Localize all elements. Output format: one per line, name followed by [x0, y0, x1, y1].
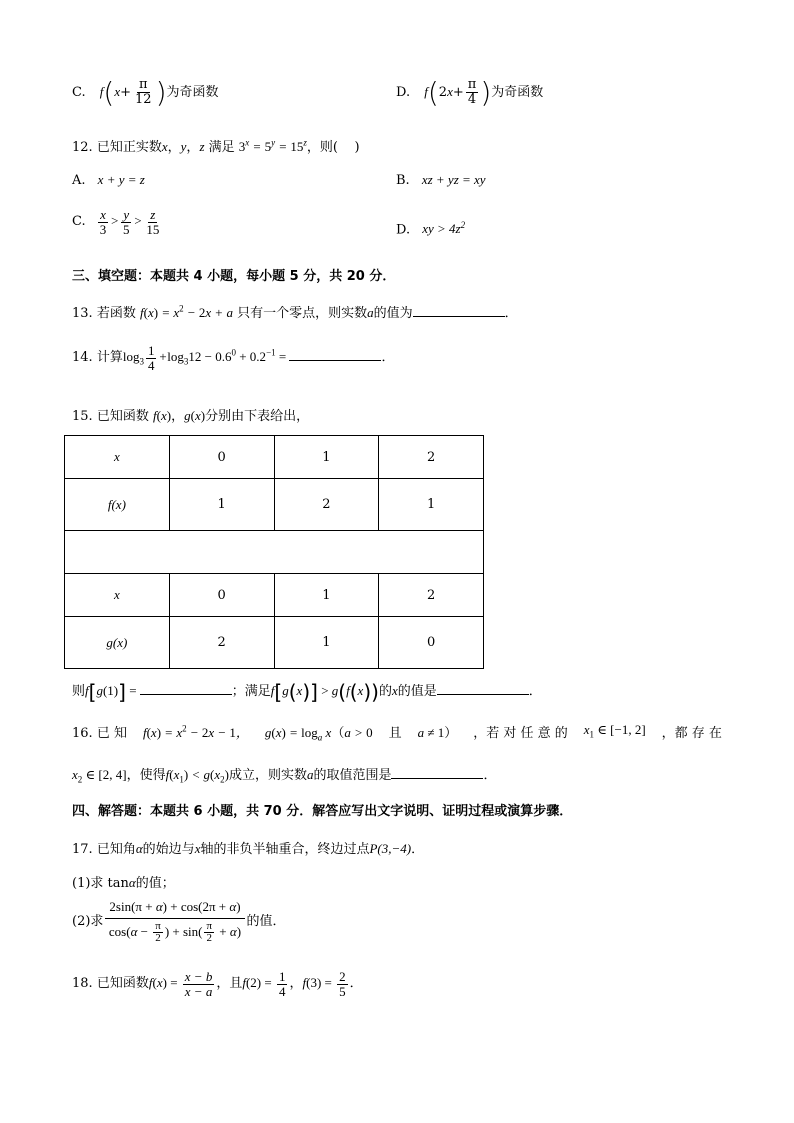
option-text: 为奇函数 — [166, 85, 219, 100]
q15-stem: 15. 已知函数 f(x)，g(x)分别由下表给出， — [72, 408, 310, 424]
table-row — [65, 617, 484, 669]
table-cell: 1 — [274, 617, 379, 669]
table-cell: 0 — [169, 436, 274, 479]
answer-blank — [391, 765, 483, 779]
answer-blank — [289, 347, 381, 361]
table-cell: 1 — [274, 436, 379, 479]
fraction: 2sin(π + α) + cos(2π + α) cos(α − $\frac{\pi}{2}$ ) + sin( $\frac{\pi}{2}$ + α) — [105, 898, 244, 945]
q14: 14. 计算$\log_3$ $\frac{1}{4}$ $+\log_312 - 0.6^0 + 0.2^{-1}$ = ． — [72, 343, 395, 373]
table-cell: 2 — [379, 436, 484, 479]
section-title: 三、填空题：本题共 4 小题，每小题 5 分，共 20 分． — [72, 269, 396, 284]
option-label: B. — [396, 173, 410, 188]
q12-option-b: B. xz + yz = xy — [396, 172, 486, 188]
table-cell: 2 — [169, 617, 274, 669]
table-cell: f(x) — [65, 479, 170, 531]
q11-option-c: C. f(x+ $\frac{\pi}{12}$ )为奇函数 — [72, 76, 219, 109]
answer-blank — [413, 303, 505, 317]
option-label: C. — [72, 85, 86, 100]
table-cell: x — [65, 574, 170, 617]
q18-stem: 18. 已知函数f(x) = $\frac{x - b}{x - a}$ ，且f(2) = $\frac{1}{4}$ ，f(3) = $\frac{2}{5}$ ． — [72, 969, 363, 999]
option-text: 为奇函数 — [491, 85, 544, 100]
answer-blank — [437, 681, 529, 695]
question-number: 17. — [72, 842, 93, 857]
table-cell: 0 — [169, 574, 274, 617]
q12-stem: 12. 已知正实数x，y，z 满足 $3^x = 5^y = 15^z$，则( ) — [72, 137, 360, 155]
q17-stem: 17. 已知角α的始边与x轴的非负半轴重合，终边过点P(3,−4)． — [72, 841, 425, 857]
option-label: A. — [72, 173, 86, 188]
fraction: $\frac{\pi}{4}$ — [467, 77, 477, 107]
option-label: D. — [396, 85, 411, 100]
table-cell: x — [65, 436, 170, 479]
table-row — [65, 574, 484, 617]
q12-option-a: A. x + y = z — [72, 172, 145, 188]
option-label: C. — [72, 214, 86, 230]
q11-option-d: D. f(2x+ $\frac{\pi}{4}$ )为奇函数 — [396, 76, 544, 109]
fraction: $\frac{\pi}{12}$ — [135, 77, 152, 107]
table-cell: 2 — [379, 574, 484, 617]
table-cell: 2 — [274, 479, 379, 531]
question-number: 14. — [72, 350, 93, 366]
q13: 13. 若函数 $f(x) = x^2 - 2x + a$ 只有一个零点，则实数a的值为 ． — [72, 303, 518, 321]
option-label: D. — [396, 222, 411, 238]
q17-part2: (2)求 2sin(π + α) + cos(2π + α) cos(α − $\frac{\pi}{2}$ ) + sin( $\frac{\pi}{2}$ + α) 的值． — [72, 899, 286, 945]
table-cell: 1 — [274, 574, 379, 617]
q16-line1: 16. 已 知 $f(x) = x^2 - 2x - 1$， $g(x) = \log_a x(a > 0$ 且 a ≠ 1） ，若 对 任 意 的 $x_1$ ∈ [−1, 2] ，都 存 在 — [72, 722, 722, 743]
table-cell: g(x) — [65, 617, 170, 669]
q12-option-c: C. $\frac{x}{3}$ > $\frac{y}{5}$ > $\frac{z}{15}$ — [72, 207, 160, 237]
question-number: 16. — [72, 726, 93, 741]
table-row — [65, 479, 484, 531]
q15-ask: 则f[g(1)] = ；满足f[g(x)] > g(f(x))的x的值是 ． — [72, 680, 542, 705]
table-cell: 0 — [379, 617, 484, 669]
q12-option-d: D. xy > $4z^2$ — [396, 220, 466, 238]
table-row — [65, 436, 484, 479]
question-number: 18. — [72, 976, 93, 992]
answer-blank — [140, 681, 232, 695]
question-number: 13. — [72, 306, 93, 321]
question-number: 12. — [72, 140, 93, 155]
question-number: 15. — [72, 409, 93, 424]
q16-line2: $x_2$ ∈ [2, 4]，使得$f(x_1) < g(x_2)$成立，则实数a的取值范围是 ． — [72, 767, 497, 785]
section-title: 四、解答题：本题共 6 小题，共 70 分．解答应写出文字说明、证明过程或演算步骤． — [72, 804, 573, 819]
value-table — [64, 435, 484, 669]
table-cell: 1 — [379, 479, 484, 531]
q17-part1: (1)求 tanα的值； — [72, 875, 175, 891]
table-cell: 1 — [169, 479, 274, 531]
table-gap-row — [65, 531, 484, 574]
